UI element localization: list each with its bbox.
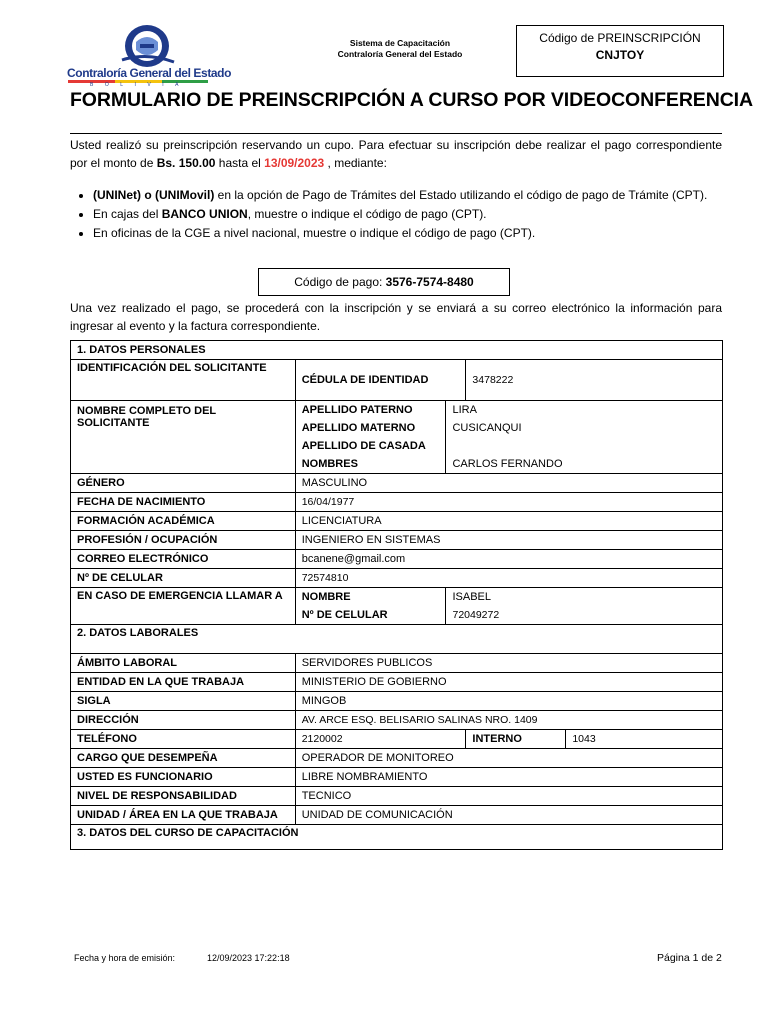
emergency-cel-label: Nº DE CELULAR	[295, 606, 446, 625]
bullet-bold: BANCO UNION	[161, 207, 248, 221]
bullet-text: en la opción de Pago de Trámites del Estado utilizando el código de pago de Trámite (CPT).	[214, 188, 708, 202]
genero-label: GÉNERO	[71, 474, 296, 493]
registration-form-table	[70, 340, 723, 850]
unidad-label: UNIDAD / ÁREA EN LA QUE TRABAJA	[71, 806, 296, 825]
email-value: bcanene@gmail.com	[295, 550, 722, 569]
section-personal-title: 1. DATOS PERSONALES	[71, 341, 723, 360]
ambito-value: SERVIDORES PUBLICOS	[295, 654, 722, 673]
table-row	[71, 474, 723, 493]
fnac-value: 16/04/1977	[295, 493, 722, 512]
ap-mat-value: CUSICANQUI	[446, 419, 723, 437]
table-row	[71, 654, 723, 673]
table-row	[71, 825, 723, 850]
email-label: CORREO ELECTRÓNICO	[71, 550, 296, 569]
logo-country: BOLIVIA	[90, 82, 190, 88]
fullname-label: NOMBRE COMPLETO DEL SOLICITANTE	[71, 401, 296, 474]
intro-text-2: hasta el	[215, 156, 265, 170]
table-row	[71, 569, 723, 588]
intro-text-1: Usted realizó su preinscripción reservando un cupo. Para efectuar su inscripción debe realizar el pago correspondiente por el monto de	[70, 138, 722, 170]
celular-label: Nº DE CELULAR	[71, 569, 296, 588]
bullet-bold: (UNINet) o (UNIMovil)	[93, 188, 215, 202]
system-line-1: Sistema de Capacitación	[349, 38, 451, 48]
ap-pat-label: APELLIDO PATERNO	[295, 401, 446, 420]
emergency-cel-value: 72049272	[446, 606, 723, 625]
intro-amount: Bs. 150.00	[156, 156, 216, 170]
preinscription-code-box	[516, 25, 724, 77]
table-row	[71, 512, 723, 531]
list-item	[93, 224, 707, 243]
telefono-value: 2120002	[295, 730, 466, 749]
interno-label: INTERNO	[466, 730, 566, 749]
ambito-label: ÁMBITO LABORAL	[71, 654, 296, 673]
ap-cas-value	[446, 437, 723, 455]
table-row	[71, 673, 723, 692]
logo-org-name: Contraloría General del Estado	[67, 66, 232, 80]
bullet-text: , muestre o indique el código de pago (CPT).	[247, 207, 487, 221]
id-label: IDENTIFICACIÓN DEL SOLICITANTE	[71, 360, 296, 401]
payment-code-label: Código de pago:	[294, 275, 386, 289]
ap-pat-value: LIRA	[446, 401, 723, 420]
page-number: Página 1 de 2	[657, 952, 722, 964]
ci-value: 3478222	[466, 360, 723, 401]
system-header	[310, 38, 490, 60]
nombres-label: NOMBRES	[295, 455, 446, 474]
intro-deadline: 13/09/2023	[264, 156, 325, 170]
ap-mat-label: APELLIDO MATERNO	[295, 419, 446, 437]
table-row	[71, 730, 723, 749]
nivel-label: NIVEL DE RESPONSABILIDAD	[71, 787, 296, 806]
table-row	[71, 341, 723, 360]
page-title: FORMULARIO DE PREINSCRIPCIÓN A CURSO POR VIDEOCONFERENCIA	[70, 89, 753, 111]
list-item	[93, 186, 707, 205]
cargo-label: CARGO QUE DESEMPEÑA	[71, 749, 296, 768]
entidad-value: MINISTERIO DE GOBIERNO	[295, 673, 722, 692]
table-row	[71, 749, 723, 768]
emergency-label: EN CASO DE EMERGENCIA LLAMAR A	[71, 588, 296, 625]
intro-paragraph	[70, 136, 722, 172]
payment-methods-list	[76, 186, 707, 243]
table-row	[71, 768, 723, 787]
nivel-value: TECNICO	[295, 787, 722, 806]
issued-label: Fecha y hora de emisión:	[74, 953, 176, 963]
list-item	[93, 205, 707, 224]
table-row	[71, 360, 723, 401]
telefono-label: TELÉFONO	[71, 730, 296, 749]
funcionario-label: USTED ES FUNCIONARIO	[71, 768, 296, 787]
bullet-pre: En cajas del	[93, 207, 162, 221]
interno-value: 1043	[566, 730, 723, 749]
table-row	[71, 787, 723, 806]
table-row	[71, 692, 723, 711]
table-row	[71, 550, 723, 569]
table-row	[71, 531, 723, 550]
after-payment-text: Una vez realizado el pago, se procederá con la inscripción y se enviará a su correo electrónico la información para ingresar al evento y la factura correspondiente.	[70, 301, 722, 333]
issued-datetime: 12/09/2023 17:22:18	[207, 953, 290, 963]
unidad-value: UNIDAD DE COMUNICACIÓN	[295, 806, 722, 825]
emergency-name-label: NOMBRE	[295, 588, 446, 607]
table-row	[71, 806, 723, 825]
system-line-2: Contraloría General del Estado	[337, 49, 463, 59]
payment-code-box	[258, 268, 510, 296]
cargo-value: OPERADOR DE MONITOREO	[295, 749, 722, 768]
section-labor-title: 2. DATOS LABORALES	[71, 625, 723, 654]
table-row	[71, 493, 723, 512]
formacion-label: FORMACIÓN ACADÉMICA	[71, 512, 296, 531]
entidad-label: ENTIDAD EN LA QUE TRABAJA	[71, 673, 296, 692]
funcionario-value: LIBRE NOMBRAMIENTO	[295, 768, 722, 787]
fnac-label: FECHA DE NACIMIENTO	[71, 493, 296, 512]
sigla-value: MINGOB	[295, 692, 722, 711]
code-label: Código de PREINSCRIPCIÓN	[539, 31, 701, 45]
payment-code-value: 3576-7574-8480	[385, 275, 474, 289]
title-divider	[70, 133, 722, 134]
formacion-value: LICENCIATURA	[295, 512, 722, 531]
direccion-label: DIRECCIÓN	[71, 711, 296, 730]
profesion-value: INGENIERO EN SISTEMAS	[295, 531, 722, 550]
code-value: CNJTOY	[595, 48, 645, 62]
genero-value: MASCULINO	[295, 474, 722, 493]
direccion-value: AV. ARCE ESQ. BELISARIO SALINAS NRO. 1409	[295, 711, 722, 730]
table-row	[71, 588, 723, 607]
table-row	[71, 625, 723, 654]
emergency-name-value: ISABEL	[446, 588, 723, 607]
table-row	[71, 401, 723, 420]
celular-value: 72574810	[295, 569, 722, 588]
bullet-pre: En oficinas de la CGE a nivel nacional, muestre o indique el código de pago (CPT).	[93, 226, 536, 240]
profesion-label: PROFESIÓN / OCUPACIÓN	[71, 531, 296, 550]
ci-label: CÉDULA DE IDENTIDAD	[295, 360, 466, 401]
ap-cas-label: APELLIDO DE CASADA	[295, 437, 446, 455]
table-row	[71, 711, 723, 730]
section-course-title: 3. DATOS DEL CURSO DE CAPACITACIÓN	[71, 825, 723, 850]
intro-text-3: , mediante:	[324, 156, 387, 170]
sigla-label: SIGLA	[71, 692, 296, 711]
nombres-value: CARLOS FERNANDO	[446, 455, 723, 474]
